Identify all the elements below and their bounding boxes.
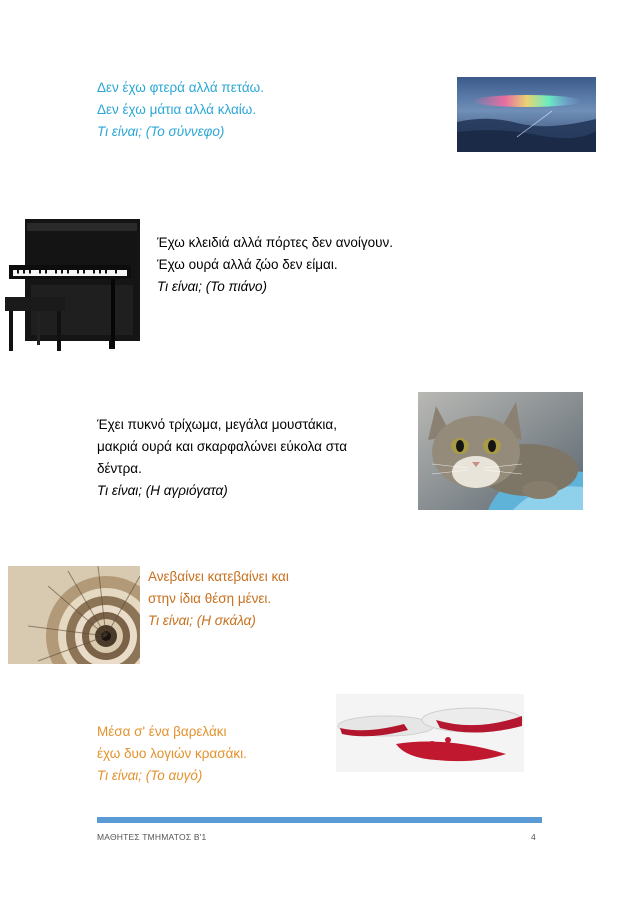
riddle-answer: Τι είναι; (Το αυγό) xyxy=(97,768,203,783)
footer-label: ΜΑΘΗΤΕΣ ΤΜΗΜΑΤΟΣ Β'1 xyxy=(97,832,207,842)
footer-rule xyxy=(97,817,542,823)
riddle-answer: Τι είναι; (Το πιάνο) xyxy=(157,279,268,294)
spiral-staircase-image xyxy=(8,566,140,664)
riddle-line: στην ίδια θέση μένει. xyxy=(148,591,272,606)
page-number: 4 xyxy=(531,832,536,842)
riddle-line: Μέσα σ' ένα βαρελάκι xyxy=(97,724,227,739)
cloud-sky-image xyxy=(457,77,596,152)
riddle-cloud xyxy=(97,77,264,143)
riddle-line: Δεν έχω μάτια αλλά κλαίω. xyxy=(97,102,257,117)
riddle-line: Έχει πυκνό τρίχωμα, μεγάλα μουστάκια, xyxy=(97,417,337,432)
riddle-cat xyxy=(97,414,347,502)
riddle-stairs xyxy=(148,566,289,632)
riddle-line: έχω δυο λογιών κρασάκι. xyxy=(97,746,247,761)
riddle-line: μακριά ουρά και σκαρφαλώνει εύκολα στα xyxy=(97,439,348,454)
cat-image xyxy=(418,392,583,510)
spilled-wine-image xyxy=(336,694,524,772)
riddle-line: Δεν έχω φτερά αλλά πετάω. xyxy=(97,80,264,95)
piano-image xyxy=(1,215,147,357)
riddle-egg xyxy=(97,721,247,787)
riddle-piano xyxy=(157,232,393,298)
riddle-answer: Τι είναι; (Η αγριόγατα) xyxy=(97,483,228,498)
riddle-line: δέντρα. xyxy=(97,461,142,476)
riddle-line: Έχω ουρά αλλά ζώο δεν είμαι. xyxy=(157,257,338,272)
riddle-answer: Τι είναι; (Το σύννεφο) xyxy=(97,124,225,139)
riddle-line: Έχω κλειδιά αλλά πόρτες δεν ανοίγουν. xyxy=(157,235,393,250)
riddle-line: Ανεβαίνει κατεβαίνει και xyxy=(148,569,289,584)
riddle-answer: Τι είναι; (Η σκάλα) xyxy=(148,613,256,628)
